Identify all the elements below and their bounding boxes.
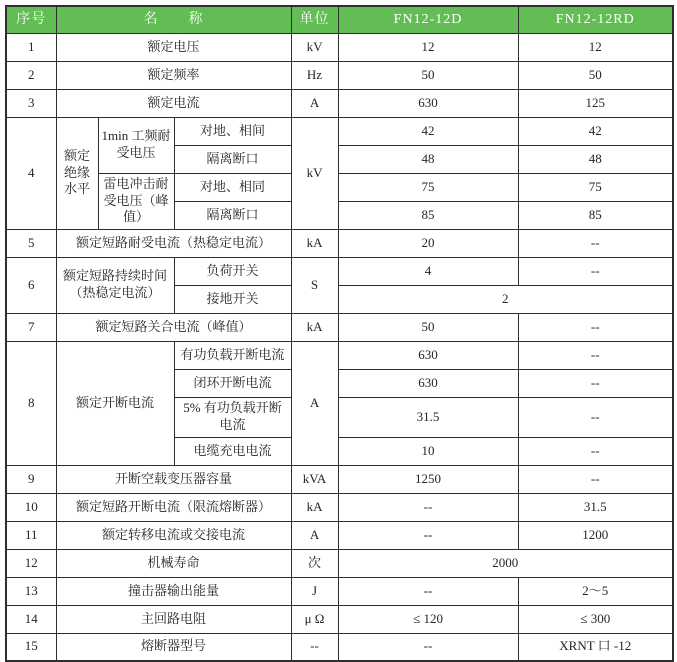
item-label-cell: 隔离断口 [174,145,291,173]
value-d-cell: 630 [338,341,518,369]
merged-value-cell: 2 [338,285,673,313]
table-row [6,605,673,633]
name-cell: 主回路电阻 [56,605,291,633]
header-model-rd: FN12-12RD [518,6,673,33]
table-row [6,313,673,341]
group-cell: 额定绝缘水平 [56,117,98,229]
unit-cell: kA [291,493,338,521]
seq-cell: 10 [6,493,56,521]
value-d-cell: 31.5 [338,397,518,437]
value-d-cell: 12 [338,33,518,61]
value-d-cell: 42 [338,117,518,145]
item-label-cell: 有功负载开断电流 [174,341,291,369]
sub-group-cell: 1min 工频耐受电压 [98,117,174,173]
spec-table [5,5,674,662]
table-row [6,577,673,605]
header-model-d: FN12-12D [338,6,518,33]
value-d-cell: 50 [338,313,518,341]
unit-cell: A [291,89,338,117]
unit-cell: kV [291,117,338,229]
item-label-cell: 对地、相间 [174,117,291,145]
value-rd-cell: 85 [518,201,673,229]
item-label-cell: 隔离断口 [174,201,291,229]
value-d-cell: -- [338,577,518,605]
table-row [6,117,673,145]
item-label-cell: 负荷开关 [174,257,291,285]
table-row [6,521,673,549]
seq-cell: 13 [6,577,56,605]
name-cell: 熔断器型号 [56,633,291,661]
table-row [6,465,673,493]
seq-cell: 9 [6,465,56,493]
value-d-cell: 50 [338,61,518,89]
name-cell: 额定短路关合电流（峰值） [56,313,291,341]
header-unit: 单位 [291,6,338,33]
name-cell: 额定电流 [56,89,291,117]
value-rd-cell: -- [518,437,673,465]
seq-cell: 5 [6,229,56,257]
value-d-cell: -- [338,493,518,521]
value-d-cell: 4 [338,257,518,285]
unit-cell: kVA [291,465,338,493]
unit-cell: kA [291,229,338,257]
value-d-cell: -- [338,521,518,549]
unit-cell: Hz [291,61,338,89]
item-label-cell: 闭环开断电流 [174,369,291,397]
unit-cell: kA [291,313,338,341]
seq-cell: 11 [6,521,56,549]
table-row [6,341,673,369]
table-row [6,173,673,201]
seq-cell: 8 [6,341,56,465]
unit-cell: S [291,257,338,313]
value-rd-cell: 2～5 [518,577,673,605]
value-rd-cell: 48 [518,145,673,173]
name-cell: 额定转移电流或交接电流 [56,521,291,549]
value-rd-cell: XRNT 口 -12 [518,633,673,661]
unit-cell: 次 [291,549,338,577]
seq-cell: 14 [6,605,56,633]
group-cell: 额定开断电流 [56,341,174,465]
item-label-cell: 对地、相同 [174,173,291,201]
unit-cell: A [291,521,338,549]
value-rd-cell: -- [518,369,673,397]
seq-cell: 12 [6,549,56,577]
value-d-cell: 85 [338,201,518,229]
table-row [6,33,673,61]
item-label-cell: 电缆充电电流 [174,437,291,465]
name-cell: 额定频率 [56,61,291,89]
seq-cell: 4 [6,117,56,229]
name-cell: 开断空载变压器容量 [56,465,291,493]
unit-cell: J [291,577,338,605]
value-d-cell: 20 [338,229,518,257]
item-label-cell: 5% 有功负载开断电流 [174,397,291,437]
value-rd-cell: -- [518,313,673,341]
unit-cell: A [291,341,338,465]
sub-group-cell: 雷电冲击耐受电压（峰值） [98,173,174,229]
value-rd-cell: -- [518,341,673,369]
value-rd-cell: 125 [518,89,673,117]
value-rd-cell: 42 [518,117,673,145]
seq-cell: 1 [6,33,56,61]
seq-cell: 3 [6,89,56,117]
header-name: 名 称 [56,6,291,33]
item-label-cell: 接地开关 [174,285,291,313]
value-rd-cell: 12 [518,33,673,61]
value-rd-cell: -- [518,229,673,257]
name-cell: 额定短路开断电流（限流熔断器） [56,493,291,521]
table-row [6,493,673,521]
value-rd-cell: 31.5 [518,493,673,521]
seq-cell: 7 [6,313,56,341]
value-rd-cell: -- [518,257,673,285]
table-row [6,633,673,661]
name-cell: 机械寿命 [56,549,291,577]
name-cell: 额定电压 [56,33,291,61]
unit-cell: μ Ω [291,605,338,633]
group-cell: 额定短路持续时间（热稳定电流） [56,257,174,313]
value-d-cell: ≤ 120 [338,605,518,633]
value-d-cell: 75 [338,173,518,201]
value-d-cell: 630 [338,89,518,117]
header-seq: 序号 [6,6,56,33]
value-d-cell: 630 [338,369,518,397]
value-d-cell: 10 [338,437,518,465]
merged-value-cell: 2000 [338,549,673,577]
unit-cell: -- [291,633,338,661]
table-row [6,61,673,89]
header-row [6,6,673,33]
value-d-cell: -- [338,633,518,661]
value-rd-cell: -- [518,397,673,437]
value-rd-cell: 75 [518,173,673,201]
name-cell: 额定短路耐受电流（热稳定电流） [56,229,291,257]
seq-cell: 15 [6,633,56,661]
value-rd-cell: ≤ 300 [518,605,673,633]
value-d-cell: 1250 [338,465,518,493]
name-cell: 撞击器输出能量 [56,577,291,605]
table-row [6,89,673,117]
value-rd-cell: 1200 [518,521,673,549]
table-row [6,549,673,577]
value-rd-cell: 50 [518,61,673,89]
table-row [6,257,673,285]
table-row [6,229,673,257]
seq-cell: 6 [6,257,56,313]
value-d-cell: 48 [338,145,518,173]
seq-cell: 2 [6,61,56,89]
unit-cell: kV [291,33,338,61]
value-rd-cell: -- [518,465,673,493]
